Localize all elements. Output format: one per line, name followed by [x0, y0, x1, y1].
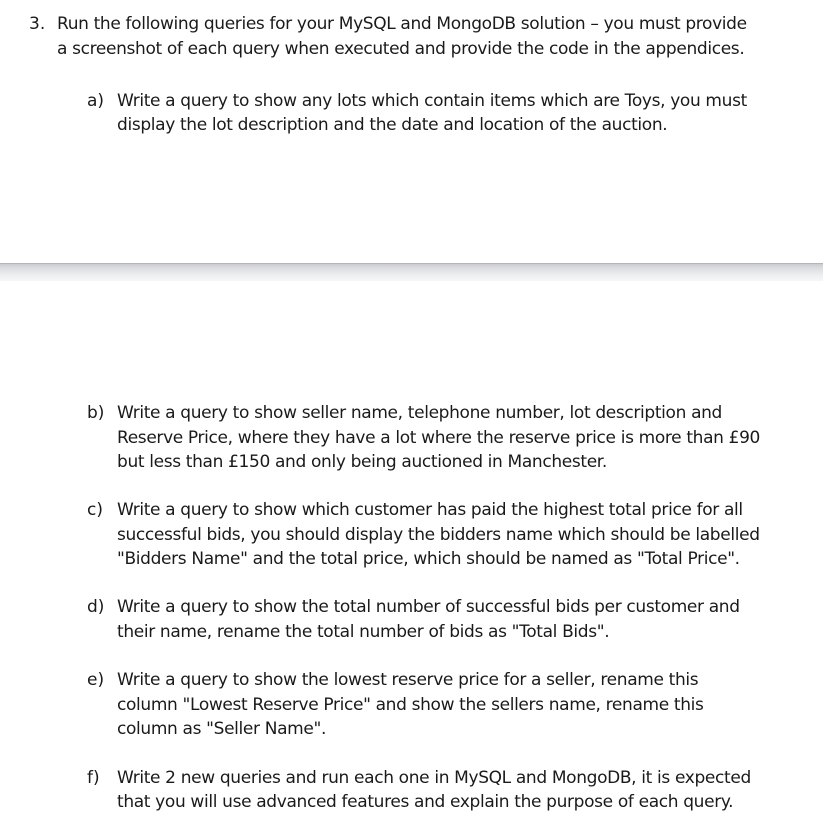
part-a-line-1: Write a query to show any lots which contain items which are Toys, you must	[117, 91, 747, 111]
page-break-divider	[0, 263, 823, 281]
part-e-line-1: Write a query to show the lowest reserve price for a seller, rename this	[117, 670, 699, 690]
part-a-line-2: display the lot description and the date and location of the auction.	[117, 115, 668, 135]
part-d-line-1: Write a query to show the total number of successful bids per customer and	[117, 597, 740, 617]
part-d-line-2: their name, rename the total number of bids as "Total Bids".	[117, 622, 610, 642]
part-a-label: a)	[87, 91, 105, 111]
part-c-line-2: successful bids, you should display the bidders name which should be labelled	[117, 525, 760, 545]
part-e-line-2: column "Lowest Reserve Price" and show the sellers name, rename this	[117, 695, 704, 715]
part-e-line-3: column as "Seller Name".	[117, 719, 327, 739]
part-b-line-1: Write a query to show seller name, telephone number, lot description and	[117, 403, 722, 423]
part-b-line-2: Reserve Price, where they have a lot where the reserve price is more than £90	[117, 428, 761, 448]
part-c-label: c)	[87, 500, 103, 520]
part-b-label: b)	[87, 403, 105, 423]
question-text-line-1: Run the following queries for your MySQL and MongoDB solution – you must provide	[57, 14, 747, 34]
part-e-label: e)	[87, 670, 105, 690]
question-number: 3.	[29, 14, 46, 34]
part-c-line-1: Write a query to show which customer has paid the highest total price for all	[117, 500, 743, 520]
part-f-label: f)	[87, 768, 100, 788]
part-d-label: d)	[87, 597, 105, 617]
question-text-line-2: a screenshot of each query when executed and provide the code in the appendices.	[57, 39, 745, 59]
part-b-line-3: but less than £150 and only being auctioned in Manchester.	[117, 452, 607, 472]
part-f-line-2: that you will use advanced features and explain the purpose of each query.	[117, 792, 734, 812]
part-c-line-3: "Bidders Name" and the total price, which should be named as "Total Price".	[117, 549, 740, 569]
part-f-line-1: Write 2 new queries and run each one in MySQL and MongoDB, it is expected	[117, 768, 751, 788]
